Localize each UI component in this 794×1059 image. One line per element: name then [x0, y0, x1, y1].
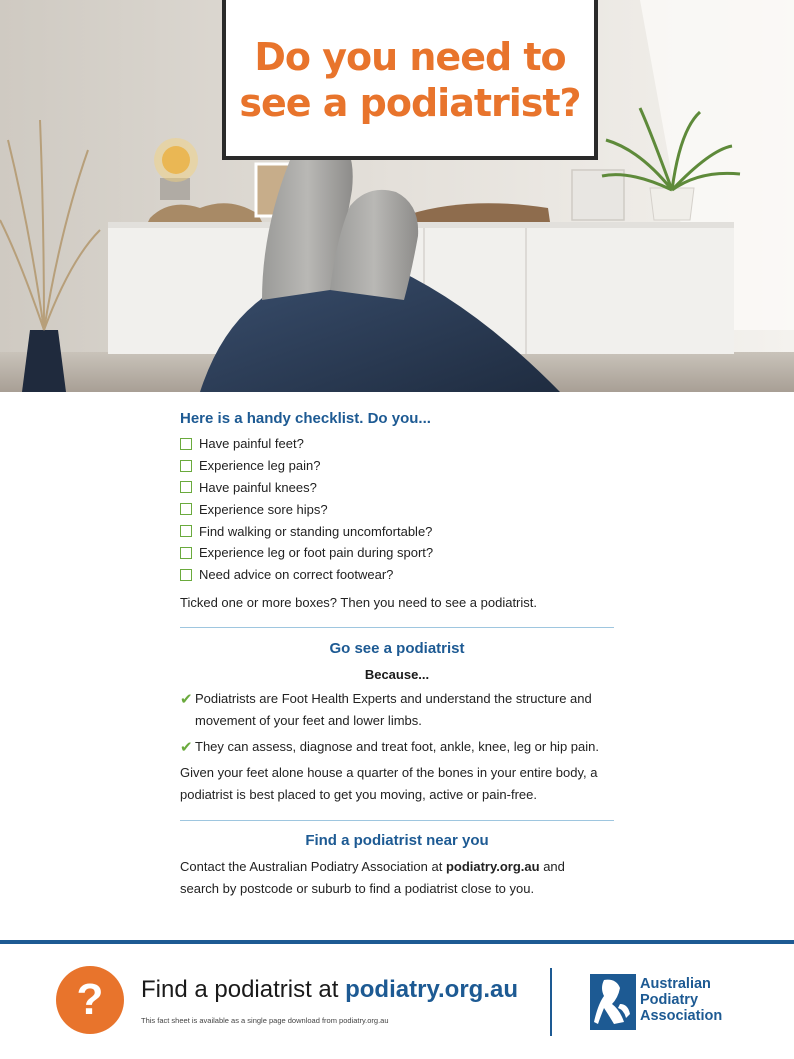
footer-website-link[interactable]: podiatry.org.au [345, 976, 519, 1003]
checklist [180, 433, 614, 586]
question-mark-icon: ? [56, 966, 124, 1034]
checklist-item: Need advice on correct footwear? [180, 564, 614, 586]
hero-image [0, 0, 794, 392]
title-line-2: see a podiatrist? [239, 81, 581, 125]
checkbox[interactable] [180, 525, 192, 537]
check-mark-icon: ✔ [180, 689, 193, 708]
association-logo-icon [590, 974, 636, 1030]
checklist-item: Experience leg or foot pain during sport? [180, 542, 614, 564]
find-near-paragraph: Contact the Australian Podiatry Association at podiatry.org.au and search by postcode or suburb to find a podiatrist close to you. [180, 858, 565, 896]
checklist-conclusion: Ticked one or more boxes? Then you need to see a podiatrist. [180, 594, 537, 610]
checkbox[interactable] [180, 503, 192, 515]
footer-note: This fact sheet is available as a single page download from podiatry.org.au [141, 1016, 389, 1025]
glass-jar [572, 170, 624, 220]
checklist-item: Find walking or standing uncomfortable? [180, 520, 614, 542]
divider [180, 627, 614, 628]
checklist-item: Have painful knees? [180, 477, 614, 499]
association-name: Australian Podiatry Association [640, 976, 723, 1024]
footer-rule [0, 940, 794, 944]
plant-pot [650, 188, 694, 220]
find-near-heading: Find a podiatrist near you [305, 831, 489, 849]
checklist-item: Have painful feet? [180, 433, 614, 455]
footer-separator [550, 968, 552, 1036]
website-link[interactable]: podiatry.org.au [445, 858, 540, 874]
checkbox[interactable] [180, 481, 192, 493]
go-see-heading: Go see a podiatrist [329, 639, 465, 657]
light-bulb-icon [162, 146, 190, 174]
because-subheading: Because... [364, 666, 430, 682]
checkbox[interactable] [180, 438, 192, 450]
checklist-item: Experience sore hips? [180, 498, 614, 520]
checklist-heading: Here is a handy checklist. Do you... [180, 410, 431, 427]
title-line-1: Do you need to [254, 35, 566, 79]
divider [180, 820, 614, 821]
bullet-item: ✔ Podiatrists are Foot Health Experts and understand the structure and movement of your feet and lower limbs. [180, 688, 614, 732]
main-content [180, 408, 614, 900]
checkbox[interactable] [180, 569, 192, 581]
bullet-item: ✔ They can assess, diagnose and treat foot, ankle, knee, leg or hip pain. [180, 737, 599, 756]
page-title [226, 34, 594, 126]
bones-paragraph: Given your feet alone house a quarter of the bones in your entire body, a podiatrist is best placed to get you moving, active or pain-free. [180, 764, 598, 802]
checklist-item: Experience leg pain? [180, 455, 614, 477]
checkbox[interactable] [180, 460, 192, 472]
checkbox[interactable] [180, 547, 192, 559]
footer-cta: Find a podiatrist at podiatry.org.au [141, 976, 519, 1003]
check-mark-icon: ✔ [180, 737, 193, 756]
